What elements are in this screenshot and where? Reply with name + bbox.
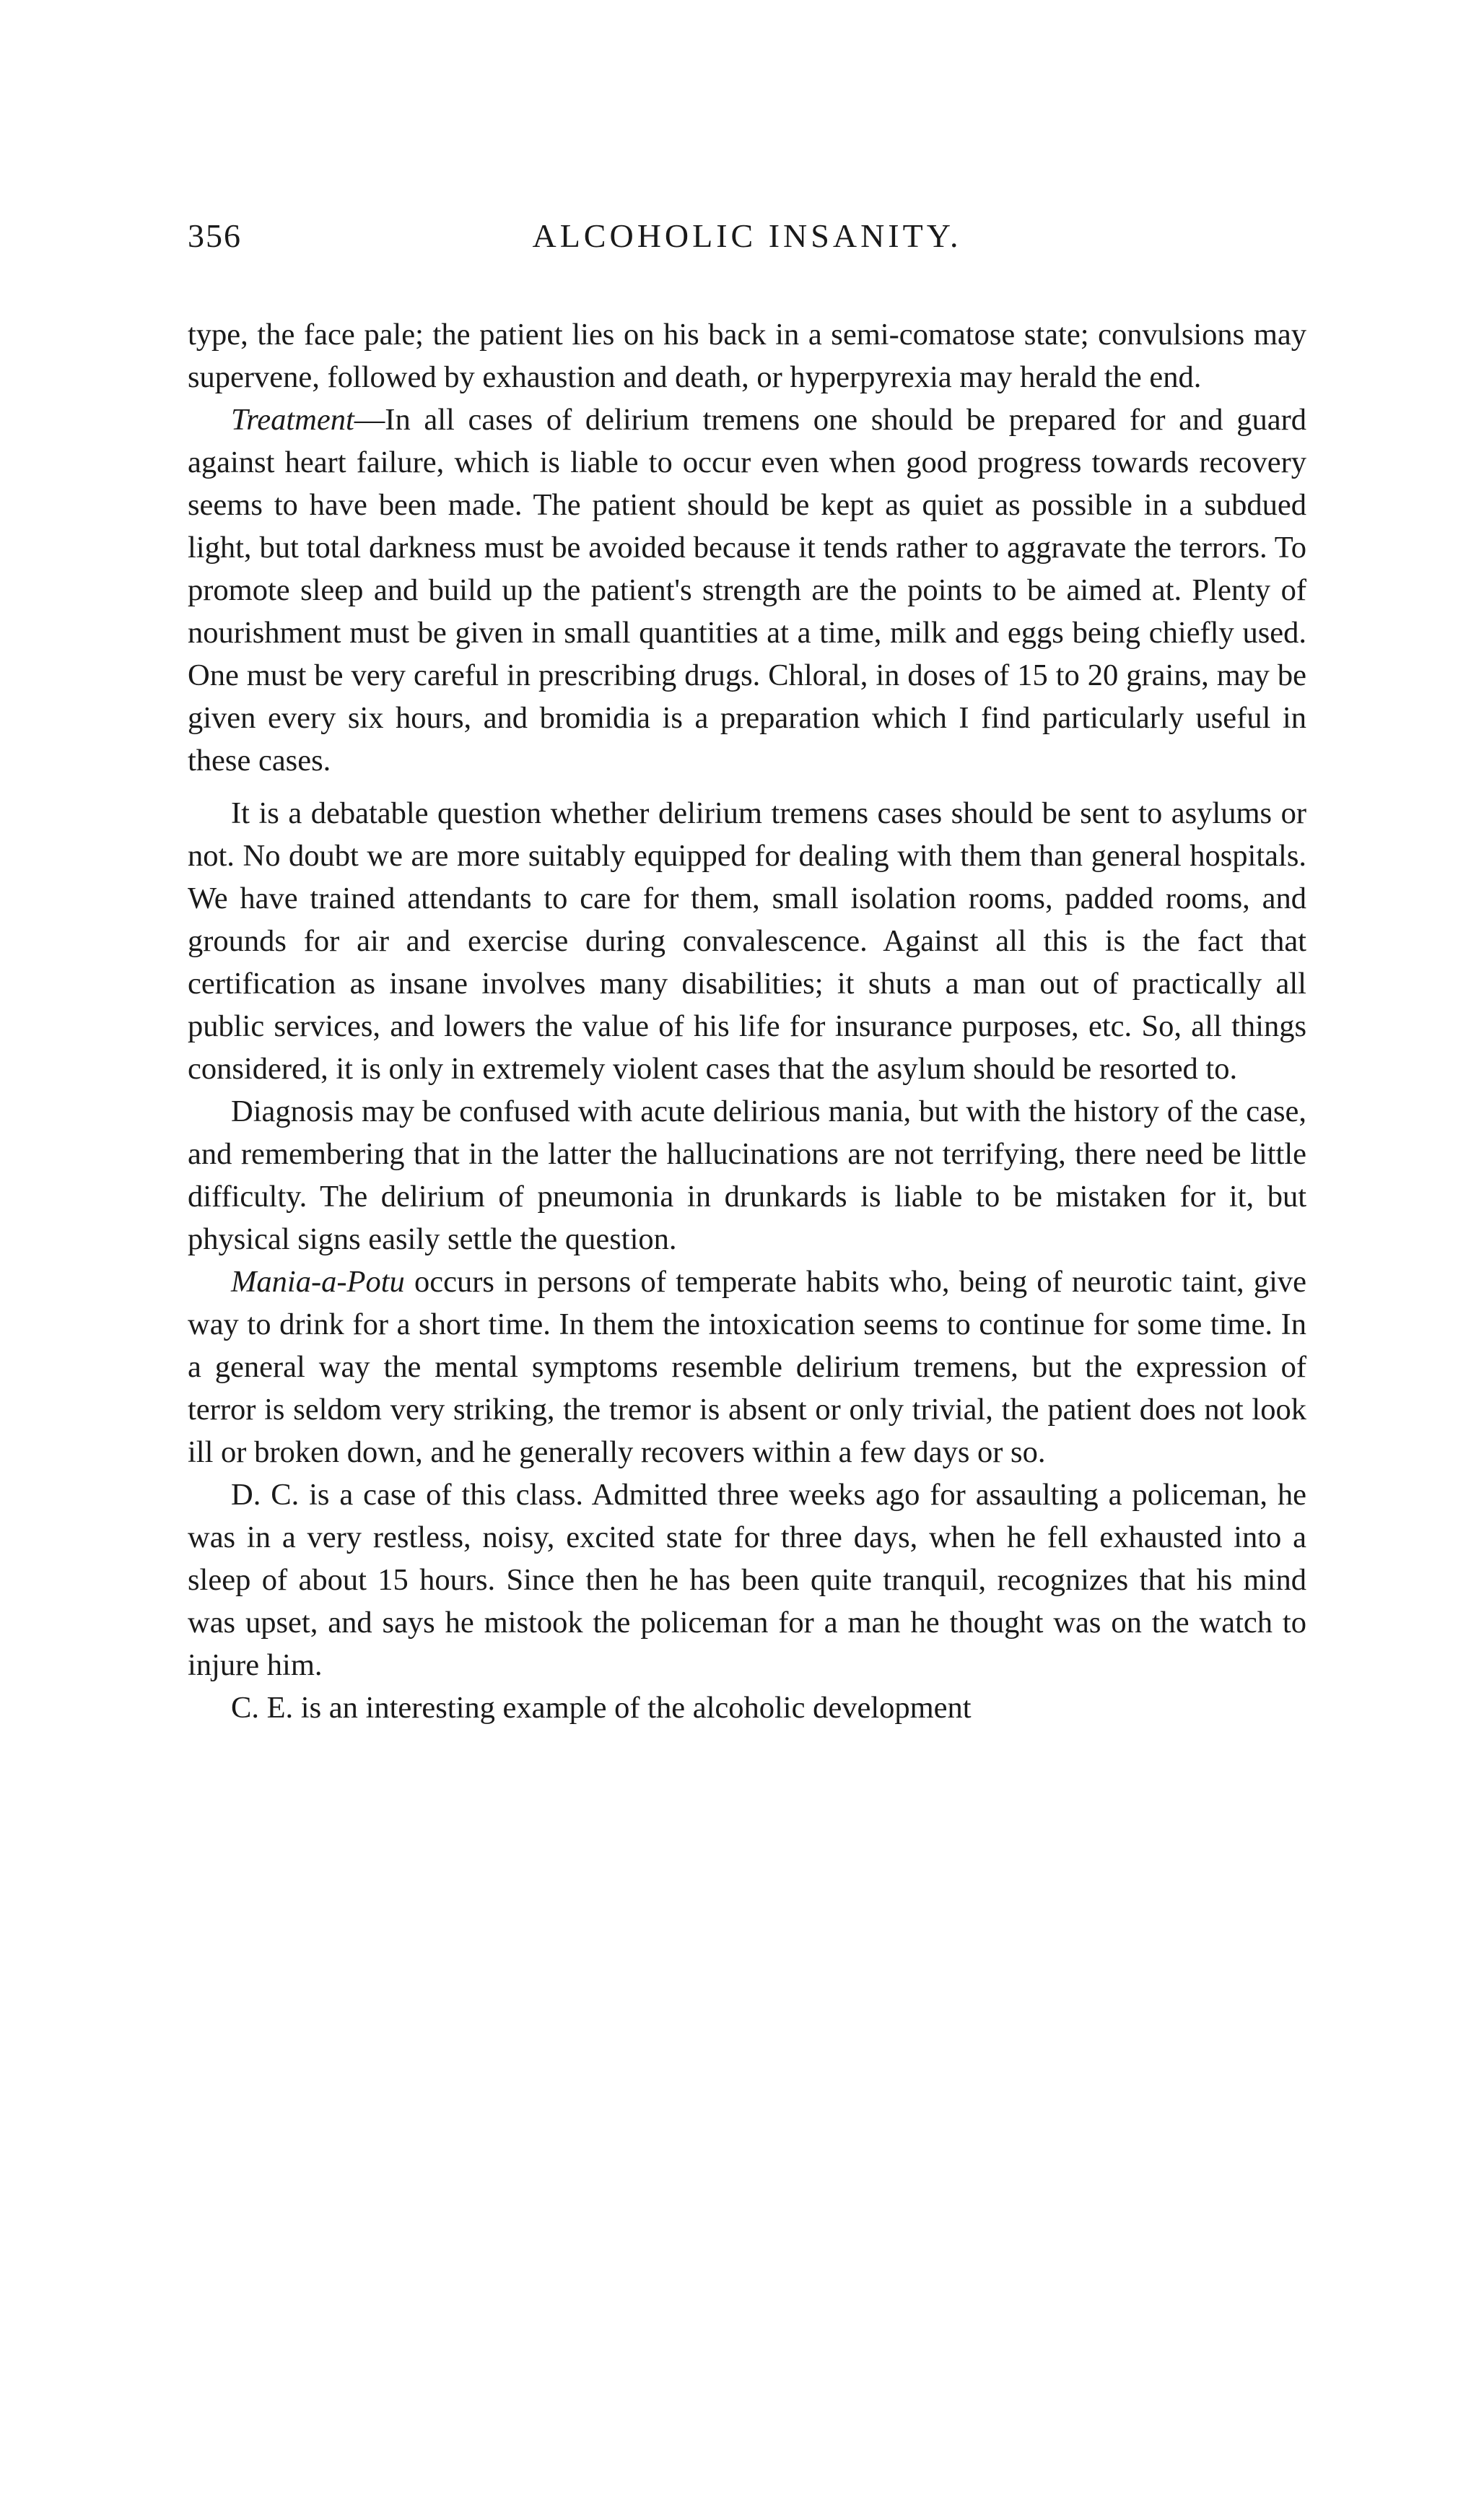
paragraph-case-ce: C. E. is an interesting example of the alcoholic development [231,1691,972,1725]
paragraph-continuation: type, the face pale; the patient lies on his back in a semi-comatose state; convulsions may supervene, followed by exhaustion and death, or hyperpyrexia may herald the end. [188,318,1306,394]
paragraph-diagnosis: Diagnosis may be confused with acute delirious mania, but with the history of the case, and remembering that in the latter the hallucinations are not terrifying, there need be little difficulty. The delirium of pneumonia in drunkards is liable to be mistaken for it, but physical signs easily settle the question. [188,1094,1306,1256]
page-number: 356 [188,217,242,254]
mania-a-potu-heading: Mania-a-Potu [231,1265,405,1299]
paragraph-asylum-question: It is a debatable question whether delirium tremens cases should be sent to asylums or not. No doubt we are more suitably equipped for dealing with them than general hospitals. We have trained attendants to care for them, small isolation rooms, padded rooms, and grounds for air and exercise during convalescence. Against all this is the fact that certification as insane involves many disabilities; it shuts a man out of practically all public services, and lowers the value of his life for insurance purposes, etc. So, all things considered, it is only in extremely violent cases that the asylum should be resorted to. [188,796,1306,1086]
book-page [188,217,1306,1729]
paragraph-case-dc: D. C. is a case of this class. Admitted three weeks ago for assaulting a policeman, he was in a very restless, noisy, excited state for three days, when he fell exhausted into a sleep of about 15 hours. Since then he has been quite tranquil, recognizes that his mind was upset, and says he mistook the policeman for a man he thought was on the watch to injure him. [188,1478,1306,1682]
paragraph-treatment [188,399,1306,782]
running-title: ALCOHOLIC INSANITY. [532,217,962,254]
paragraph-mania-a-potu [188,1261,1306,1473]
treatment-heading: Treatment [231,403,354,437]
running-head [188,217,1306,282]
treatment-text: —In all cases of delirium tremens one should be prepared for and guard against heart failure, which is liable to occur even when good progress towards recovery seems to have been made. The patient should be kept as quiet as possible in a subdued light, but total darkness must be avoided because it tends rather to aggravate the terrors. To promote sleep and build up the patient's strength are the points to be aimed at. Plenty of nourishment must be given in small quantities at a time, milk and eggs being chiefly used. One must be very careful in prescribing drugs. Chloral, in doses of 15 to 20 grains, may be given every six hours, and bromidia is a preparation which I find particularly useful in these cases. [188,403,1306,778]
body-text [188,313,1306,1729]
mania-a-potu-text: occurs in persons of temperate habits who, being of neurotic taint, give way to drink for a short time. In them the intoxication seems to continue for some time. In a general way the mental symptoms resemble delirium tremens, but the expression of terror is seldom very striking, the tremor is absent or only trivial, the patient does not look ill or broken down, and he generally recovers within a few days or so. [188,1265,1306,1469]
